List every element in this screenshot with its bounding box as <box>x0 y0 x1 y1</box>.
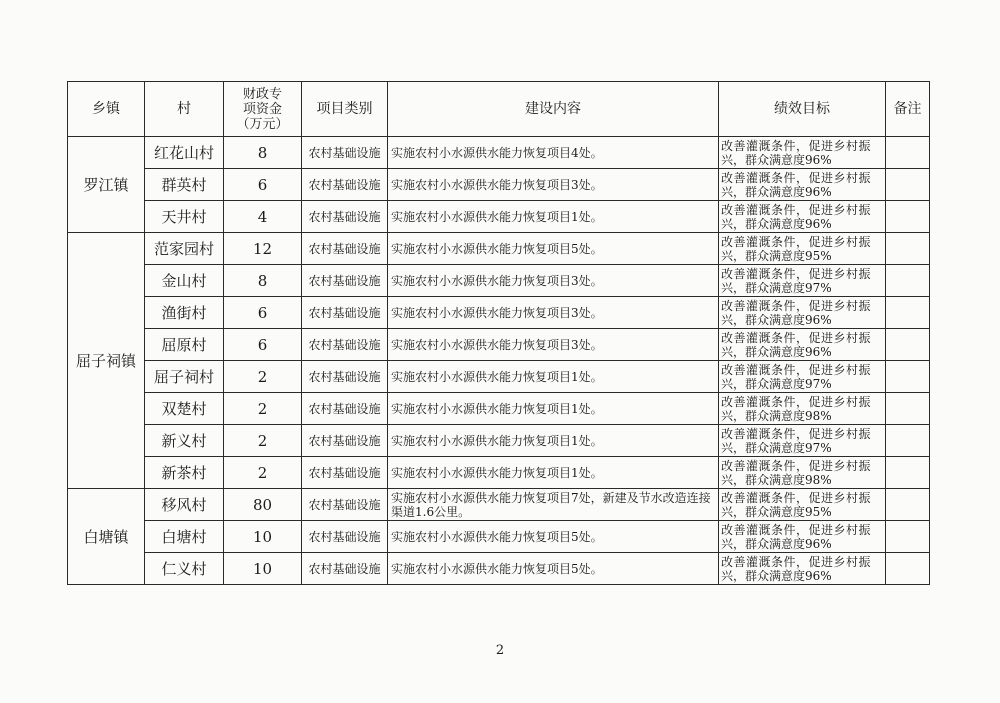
goal-cell <box>719 361 886 393</box>
table-row <box>68 233 930 265</box>
table-row <box>68 489 930 521</box>
goal-line2: 兴，群众满意度96% <box>721 536 832 551</box>
goal-line2: 兴，群众满意度96% <box>721 216 832 231</box>
funds-cell: 6 <box>224 169 302 201</box>
type-cell: 农村基础设施 <box>302 393 388 425</box>
village-cell: 屈原村 <box>145 329 224 361</box>
table-row <box>68 137 930 169</box>
goal-cell <box>719 233 886 265</box>
goal-line1: 改善灌溉条件，促进乡村振 <box>721 202 872 217</box>
goal-cell <box>719 169 886 201</box>
header-content: 建设内容 <box>388 82 719 137</box>
note-cell <box>886 457 930 489</box>
type-cell: 农村基础设施 <box>302 169 388 201</box>
content-cell: 实施农村小水源供水能力恢复项目1处。 <box>388 201 719 233</box>
goal-line1: 改善灌溉条件，促进乡村振 <box>721 362 872 377</box>
content-cell: 实施农村小水源供水能力恢复项目5处。 <box>388 553 719 585</box>
note-cell <box>886 489 930 521</box>
goal-cell <box>719 521 886 553</box>
content-cell: 实施农村小水源供水能力恢复项目3处。 <box>388 169 719 201</box>
table-row <box>68 297 930 329</box>
goal-line2: 兴，群众满意度97% <box>721 280 832 295</box>
header-type: 项目类别 <box>302 82 388 137</box>
funds-cell: 6 <box>224 297 302 329</box>
content-cell: 实施农村小水源供水能力恢复项目7处，新建及节水改造连接渠道1.6公里。 <box>388 489 719 521</box>
header-funds-line3: （万元） <box>236 116 289 132</box>
table-row <box>68 457 930 489</box>
note-cell <box>886 265 930 297</box>
note-cell <box>886 425 930 457</box>
note-cell <box>886 137 930 169</box>
table-row <box>68 393 930 425</box>
goal-line2: 兴，群众满意度96% <box>721 312 832 327</box>
goal-line1: 改善灌溉条件，促进乡村振 <box>721 522 872 537</box>
goal-line2: 兴，群众满意度96% <box>721 344 832 359</box>
type-cell: 农村基础设施 <box>302 361 388 393</box>
content-cell: 实施农村小水源供水能力恢复项目4处。 <box>388 137 719 169</box>
goal-line1: 改善灌溉条件，促进乡村振 <box>721 266 872 281</box>
village-cell: 新茶村 <box>145 457 224 489</box>
table-row <box>68 265 930 297</box>
funds-cell: 10 <box>224 521 302 553</box>
funds-cell: 4 <box>224 201 302 233</box>
goal-line1: 改善灌溉条件，促进乡村振 <box>721 234 872 249</box>
goal-line2: 兴，群众满意度96% <box>721 152 832 167</box>
table-row <box>68 361 930 393</box>
table-row <box>68 425 930 457</box>
goal-cell <box>719 329 886 361</box>
funds-cell: 2 <box>224 393 302 425</box>
content-cell: 实施农村小水源供水能力恢复项目1处。 <box>388 393 719 425</box>
content-cell: 实施农村小水源供水能力恢复项目1处。 <box>388 457 719 489</box>
goal-cell <box>719 297 886 329</box>
village-cell: 双楚村 <box>145 393 224 425</box>
header-town: 乡镇 <box>68 82 145 137</box>
village-cell: 红花山村 <box>145 137 224 169</box>
goal-line1: 改善灌溉条件，促进乡村振 <box>721 170 872 185</box>
header-funds-line1: 财政专 <box>242 86 282 102</box>
content-cell: 实施农村小水源供水能力恢复项目3处。 <box>388 265 719 297</box>
header-village: 村 <box>145 82 224 137</box>
village-cell: 金山村 <box>145 265 224 297</box>
funds-cell: 8 <box>224 265 302 297</box>
goal-line2: 兴，群众满意度97% <box>721 376 832 391</box>
note-cell <box>886 329 930 361</box>
type-cell: 农村基础设施 <box>302 137 388 169</box>
note-cell <box>886 361 930 393</box>
page-number: 2 <box>495 643 505 658</box>
goal-cell <box>719 553 886 585</box>
funds-cell: 2 <box>224 457 302 489</box>
table-row <box>68 329 930 361</box>
goal-line2: 兴，群众满意度96% <box>721 568 832 583</box>
note-cell <box>886 297 930 329</box>
header-note: 备注 <box>886 82 930 137</box>
town-baitang: 白塘镇 <box>68 489 145 585</box>
funding-table <box>67 81 930 585</box>
table-row <box>68 201 930 233</box>
type-cell: 农村基础设施 <box>302 553 388 585</box>
village-cell: 屈子祠村 <box>145 361 224 393</box>
goal-line1: 改善灌溉条件，促进乡村振 <box>721 426 872 441</box>
village-cell: 白塘村 <box>145 521 224 553</box>
funds-cell: 12 <box>224 233 302 265</box>
village-cell: 群英村 <box>145 169 224 201</box>
goal-line1: 改善灌溉条件，促进乡村振 <box>721 490 872 505</box>
goal-line2: 兴，群众满意度97% <box>721 440 832 455</box>
note-cell <box>886 553 930 585</box>
content-cell: 实施农村小水源供水能力恢复项目5处。 <box>388 521 719 553</box>
goal-line2: 兴，群众满意度98% <box>721 408 832 423</box>
village-cell: 新义村 <box>145 425 224 457</box>
note-cell <box>886 169 930 201</box>
content-cell: 实施农村小水源供水能力恢复项目3处。 <box>388 297 719 329</box>
funds-cell: 10 <box>224 553 302 585</box>
goal-cell <box>719 393 886 425</box>
type-cell: 农村基础设施 <box>302 521 388 553</box>
funds-cell: 8 <box>224 137 302 169</box>
note-cell <box>886 521 930 553</box>
village-cell: 渔街村 <box>145 297 224 329</box>
note-cell <box>886 233 930 265</box>
table-row <box>68 521 930 553</box>
goal-cell <box>719 137 886 169</box>
goal-cell <box>719 489 886 521</box>
village-cell: 仁义村 <box>145 553 224 585</box>
goal-line2: 兴，群众满意度98% <box>721 472 832 487</box>
header-funds-line2: 项资金 <box>242 101 282 117</box>
goal-cell <box>719 265 886 297</box>
header-goal: 绩效目标 <box>719 82 886 137</box>
content-cell: 实施农村小水源供水能力恢复项目1处。 <box>388 425 719 457</box>
goal-line1: 改善灌溉条件，促进乡村振 <box>721 298 872 313</box>
type-cell: 农村基础设施 <box>302 233 388 265</box>
village-cell: 天井村 <box>145 201 224 233</box>
town-luojiang: 罗江镇 <box>68 137 145 233</box>
type-cell: 农村基础设施 <box>302 489 388 521</box>
goal-line1: 改善灌溉条件，促进乡村振 <box>721 330 872 345</box>
funds-cell: 2 <box>224 361 302 393</box>
goal-line1: 改善灌溉条件，促进乡村振 <box>721 394 872 409</box>
goal-cell <box>719 425 886 457</box>
funds-cell: 6 <box>224 329 302 361</box>
type-cell: 农村基础设施 <box>302 329 388 361</box>
type-cell: 农村基础设施 <box>302 297 388 329</box>
goal-line2: 兴，群众满意度95% <box>721 504 832 519</box>
funds-cell: 2 <box>224 425 302 457</box>
goal-line1: 改善灌溉条件，促进乡村振 <box>721 458 872 473</box>
header-funds <box>224 82 302 137</box>
content-cell: 实施农村小水源供水能力恢复项目5处。 <box>388 233 719 265</box>
goal-line2: 兴，群众满意度96% <box>721 184 832 199</box>
goal-line1: 改善灌溉条件，促进乡村振 <box>721 554 872 569</box>
header-row <box>68 82 930 137</box>
town-quzici: 屈子祠镇 <box>68 233 145 489</box>
type-cell: 农村基础设施 <box>302 425 388 457</box>
note-cell <box>886 201 930 233</box>
goal-cell <box>719 457 886 489</box>
table-row <box>68 169 930 201</box>
funds-cell: 80 <box>224 489 302 521</box>
goal-line2: 兴，群众满意度95% <box>721 248 832 263</box>
village-cell: 范家园村 <box>145 233 224 265</box>
content-cell: 实施农村小水源供水能力恢复项目1处。 <box>388 361 719 393</box>
goal-cell <box>719 201 886 233</box>
village-cell: 移风村 <box>145 489 224 521</box>
content-cell: 实施农村小水源供水能力恢复项目3处。 <box>388 329 719 361</box>
type-cell: 农村基础设施 <box>302 265 388 297</box>
type-cell: 农村基础设施 <box>302 201 388 233</box>
table-row <box>68 553 930 585</box>
type-cell: 农村基础设施 <box>302 457 388 489</box>
goal-line1: 改善灌溉条件，促进乡村振 <box>721 138 872 153</box>
note-cell <box>886 393 930 425</box>
